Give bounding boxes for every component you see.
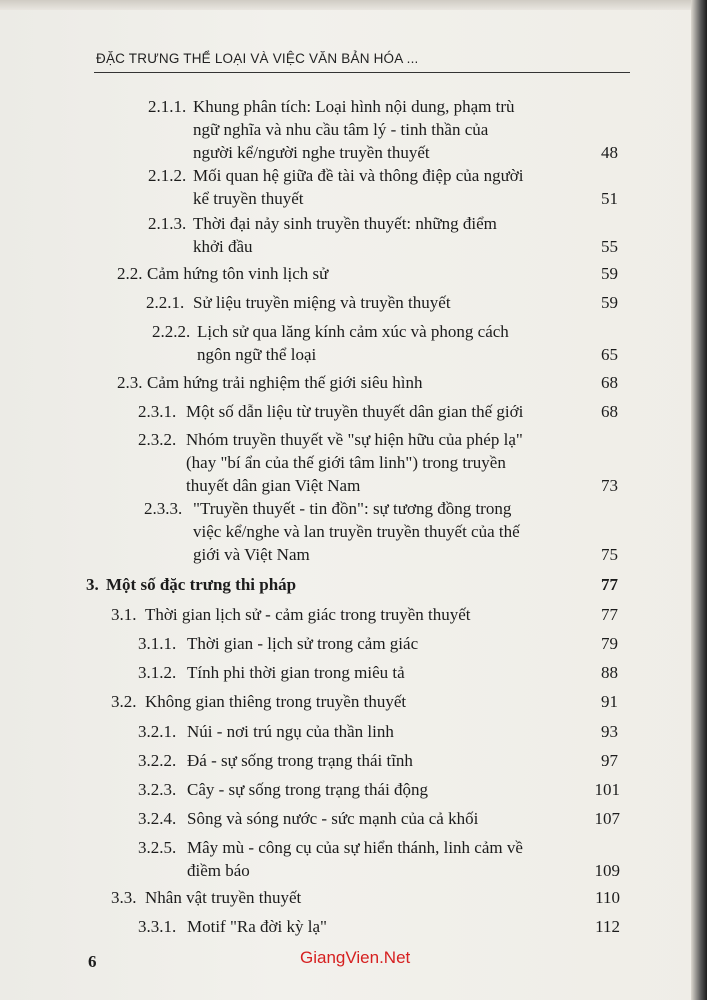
toc-entry-page: 109 [594,861,620,880]
page-number: 6 [88,952,97,971]
toc-entry-page: 77 [601,575,618,594]
toc-entry-number: 2.3. [117,373,143,392]
toc-entry-page: 68 [601,402,618,421]
toc-entry-number: 3.2.5. [138,838,177,857]
toc-entry-title-line: Một số đặc trưng thi pháp [106,575,297,594]
toc-entry-title-line: Nhân vật truyền thuyết [145,888,302,907]
toc-entry-page: 55 [601,237,618,256]
toc-entry-page: 48 [601,143,618,162]
toc-entry-title-line: Một số dẫn liệu từ truyền thuyết dân gian thế giới [186,402,524,421]
toc-entry-number: 3. [86,575,99,594]
toc-entry-page: 65 [601,345,618,364]
toc-entry-title-line: Sử liệu truyền miệng và truyền thuyết [193,293,451,312]
toc-entry-page: 73 [601,476,618,495]
watermark: GiangVien.Net [300,948,411,967]
toc-entry-title-line: Nhóm truyền thuyết về "sự hiện hữu của phép lạ" [186,430,523,449]
toc-entry-title-line: Đá - sự sống trong trạng thái tĩnh [187,751,413,770]
toc-entry-page: 79 [601,634,618,653]
toc-entry-page: 59 [601,293,618,312]
toc-entry-title-line: Motif "Ra đời kỳ lạ" [187,917,327,936]
toc-entry-page: 107 [594,809,620,828]
toc-entry-title-line: người kể/người nghe truyền thuyết [193,143,430,162]
toc-entry-title-line: ngôn ngữ thể loại [197,345,317,364]
toc-entry-title-line: "Truyền thuyết - tin đồn": sự tương đồng trong [193,499,512,518]
toc-entry-number: 3.2. [111,692,137,711]
toc-entry-title-line: Cảm hứng tôn vinh lịch sử [147,264,329,283]
toc-entry-title-line: (hay "bí ẩn của thế giới tâm linh") trong truyền [186,453,506,472]
toc-entry-number: 2.1.1. [148,97,187,116]
toc-entry-number: 2.1.3. [148,214,187,233]
toc-entry-number: 3.1.1. [138,634,177,653]
toc-entry-page: 91 [601,692,618,711]
toc-entry-title-line: Thời đại nảy sinh truyền thuyết: những điểm [193,214,497,233]
toc-entry-title-line: kể truyền thuyết [193,189,304,208]
toc-entry-page: 68 [601,373,618,392]
toc-entry-title-line: Cây - sự sống trong trạng thái động [187,780,429,799]
toc-entry-number: 3.2.3. [138,780,177,799]
toc-entry-title-line: Mây mù - công cụ của sự hiển thánh, linh cảm về [187,838,523,857]
toc-entry-title-line: Thời gian lịch sử - cảm giác trong truyền thuyết [145,605,471,624]
toc-entry-title-line: Núi - nơi trú ngụ của thần linh [187,722,394,741]
toc-entry-page: 101 [594,780,620,799]
toc-entry-number: 2.2.1. [146,293,185,312]
toc-entry-title-line: Lịch sử qua lăng kính cảm xúc và phong cách [197,322,509,341]
toc-entry-number: 3.2.4. [138,809,177,828]
toc-entry-title-line: Sông và sóng nước - sức mạnh của cả khối [187,809,479,828]
running-header: ĐẶC TRƯNG THỂ LOẠI VÀ VIỆC VĂN BẢN HÓA ... [96,51,419,66]
toc-entry-number: 2.2.2. [152,322,191,341]
toc-entry-title-line: Cảm hứng trải nghiệm thế giới siêu hình [147,373,423,392]
toc-entry-title-line: Không gian thiêng trong truyền thuyết [145,692,407,711]
toc-entry-title-line: việc kể/nghe và lan truyền truyền thuyết của thế [193,522,520,541]
toc-entry-number: 3.2.1. [138,722,177,741]
toc-entry-title-line: khởi đầu [193,237,253,256]
toc-entry-number: 2.1.2. [148,166,187,185]
toc-entry-number: 2.3.1. [138,402,177,421]
toc-entry-title-line: Khung phân tích: Loại hình nội dung, phạm trù [193,97,515,116]
toc-entry-title-line: Tính phi thời gian trong miêu tả [187,663,405,682]
toc-entry-page: 75 [601,545,618,564]
toc-entry-number: 2.2. [117,264,143,283]
toc-entry-number: 3.2.2. [138,751,177,770]
toc-entry-number: 2.3.2. [138,430,177,449]
toc-entry-title-line: giới và Việt Nam [193,545,310,564]
toc-entry-title-line: Thời gian - lịch sử trong cảm giác [187,634,419,653]
toc-entry-number: 3.3.1. [138,917,177,936]
toc-entry-page: 93 [601,722,618,741]
toc-entry-number: 2.3.3. [144,499,183,518]
toc-entry-number: 3.1. [111,605,137,624]
toc-entry-title-line: điềm báo [187,861,250,880]
toc-entry-page: 97 [601,751,618,770]
toc-entry-page: 77 [601,605,618,624]
toc-entry-page: 110 [595,888,620,907]
toc-entry-number: 3.1.2. [138,663,177,682]
toc-entry-page: 112 [595,917,620,936]
toc-entry-title-line: ngữ nghĩa và nhu cầu tâm lý - tinh thần của [193,120,489,139]
toc-entry-number: 3.3. [111,888,137,907]
toc-entry-title-line: Mối quan hệ giữa đề tài và thông điệp của người [193,166,524,185]
toc-entry-page: 88 [601,663,618,682]
toc-entry-title-line: thuyết dân gian Việt Nam [186,476,361,495]
toc-entry-page: 59 [601,264,618,283]
toc-entry-page: 51 [601,189,618,208]
